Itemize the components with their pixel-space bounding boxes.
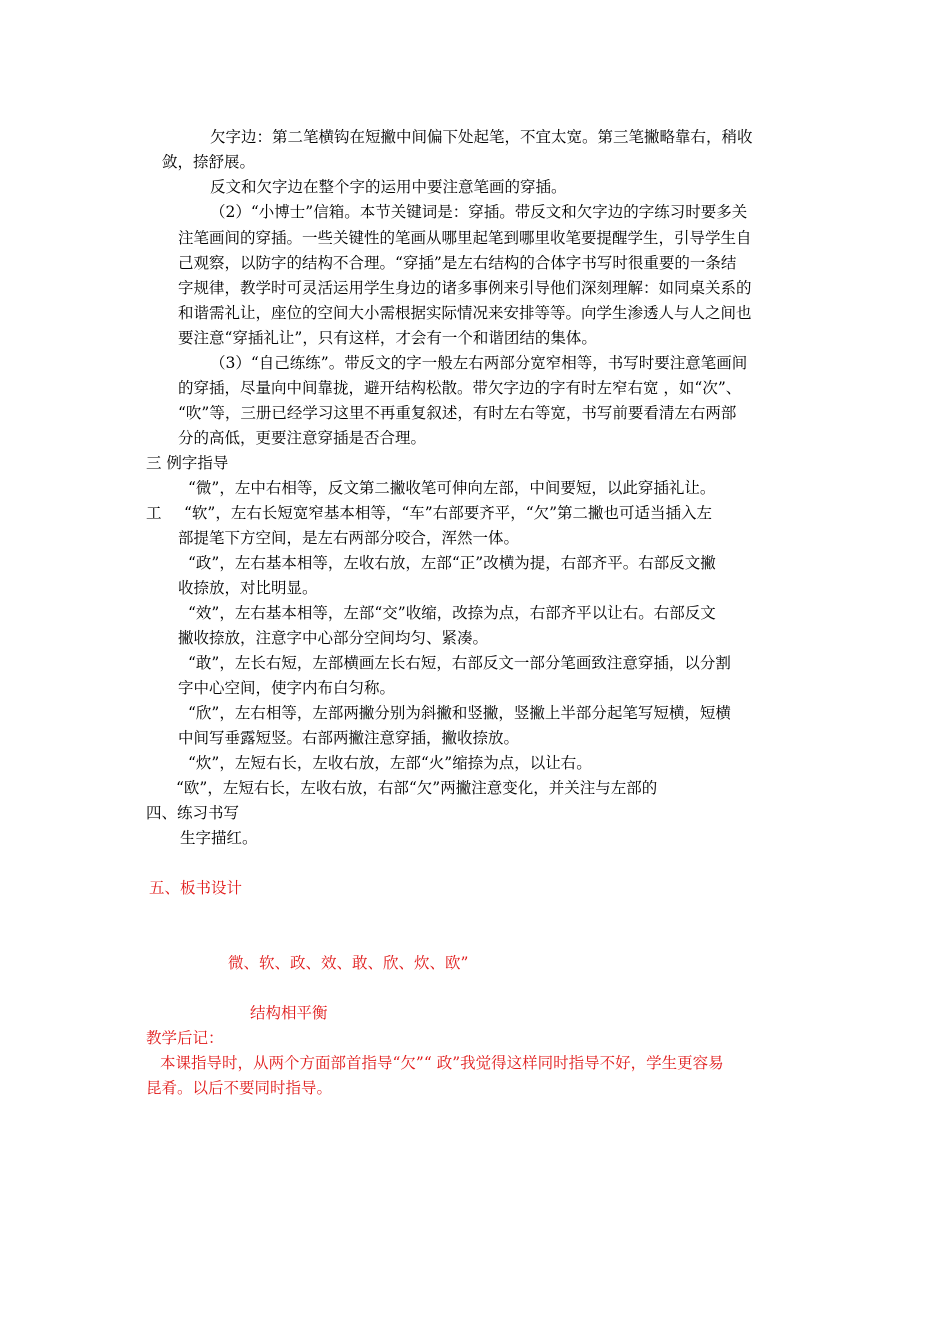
paragraph-line: 部提笔下方空间，是左右两部分咬合，浑然一体。	[178, 529, 520, 547]
paragraph-line: 中间写垂露短竖。右部两撇注意穿插，撇收捺放。	[178, 729, 520, 747]
paragraph-line: “政”，左右基本相等，左收右放，左部“正”改横为提，右部齐平。右部反文撇	[188, 554, 716, 572]
paragraph-line: “吹”等，三册已经学习这里不再重复叙述，有时左右等宽，书写前要看清左右两部	[178, 404, 737, 422]
board-summary: 结构相平衡	[250, 1004, 328, 1022]
paragraph-line: 字规律，教学时可灵活运用学生身边的诸多事例来引导他们深刻理解：如同桌关系的	[178, 279, 752, 297]
paragraph-line: 反文和欠字边在整个字的运用中要注意笔画的穿插。	[210, 178, 567, 196]
paragraph-line: 敛，捺舒展。	[162, 153, 256, 171]
paragraph-line: “软”，左右长短宽窄基本相等，“车”右部要齐平，“欠”第二撇也可适当插入左	[184, 504, 713, 522]
paragraph-line: 生字描红。	[180, 829, 258, 847]
paragraph-line: “欣”，左右相等，左部两撇分别为斜撇和竖撇，竖撇上半部分起笔写短横，短横	[188, 704, 731, 722]
paragraph-line: 要注意“穿插礼让”，只有这样，才会有一个和谐团结的集体。	[178, 329, 597, 347]
paragraph-line: 撇收捺放，注意字中心部分空间均匀、紧凑。	[178, 629, 489, 647]
paragraph-line: “炊”，左短右长，左收右放，左部“火”缩捺为点，以让右。	[188, 754, 592, 772]
paragraph-line: 字中心空间，使字内布白匀称。	[178, 679, 396, 697]
paragraph-line: “欧”，左短右长，左收右放，右部“欠”两撇注意变化，并关注与左部的	[176, 779, 658, 797]
paragraph-line: （3）“自己练练”。带反文的字一般左右两部分宽窄相等，书写时要注意笔画间	[210, 354, 748, 372]
section-heading: 四、练习书写	[146, 804, 240, 822]
paragraph-line: “效”，左右基本相等，左部“交”收缩，改捺为点，右部齐平以让右。右部反文	[188, 604, 716, 622]
paragraph-line: 昆肴。以后不要同时指导。	[146, 1079, 333, 1097]
section-heading-board-design: 五、板书设计	[149, 879, 243, 897]
paragraph-line: 注笔画间的穿插。一些关键性的笔画从哪里起笔到哪里收笔要提醒学生，引导学生自	[178, 229, 752, 247]
paragraph-line: 欠字边：第二笔横钩在短撇中间偏下处起笔，不宜太宽。第三笔撇略靠右，稍收	[210, 128, 753, 146]
paragraph-line: 本课指导时，从两个方面部首指导“欠”“ 政”我觉得这样同时指导不好，学生更容易	[160, 1054, 724, 1072]
paragraph-line: 收捺放，对比明显。	[178, 579, 318, 597]
paragraph-line: （2）“小博士”信箱。本节关键词是：穿插。带反文和欠字边的字练习时要多关	[210, 203, 748, 221]
paragraph-line: 分的高低，更要注意穿插是否合理。	[178, 429, 427, 447]
section-heading: 三 例字指导	[146, 454, 229, 472]
paragraph-line: “微”，左中右相等，反文第二撇收笔可伸向左部，中间要短，以此穿插礼让。	[188, 479, 716, 497]
paragraph-line: 的穿插，尽量向中间靠拢，避开结构松散。带欠字边的字有时左窄右宽 ，如“次”、	[178, 379, 742, 397]
paragraph-line: 和谐需礼让，座位的空间大小需根据实际情况来安排等等。向学生渗透人与人之间也	[178, 304, 752, 322]
reflection-heading: 教学后记：	[146, 1029, 224, 1047]
paragraph-line: “敢”，左长右短，左部横画左长右短，右部反文一部分笔画致注意穿插，以分割	[188, 654, 731, 672]
board-characters: 微、软、政、效、敢、欣、炊、欧”	[228, 954, 469, 972]
paragraph-line: 工	[146, 504, 162, 522]
paragraph-line: 己观察，以防字的结构不合理。“穿插”是左右结构的合体字书写时很重要的一条结	[178, 254, 737, 272]
